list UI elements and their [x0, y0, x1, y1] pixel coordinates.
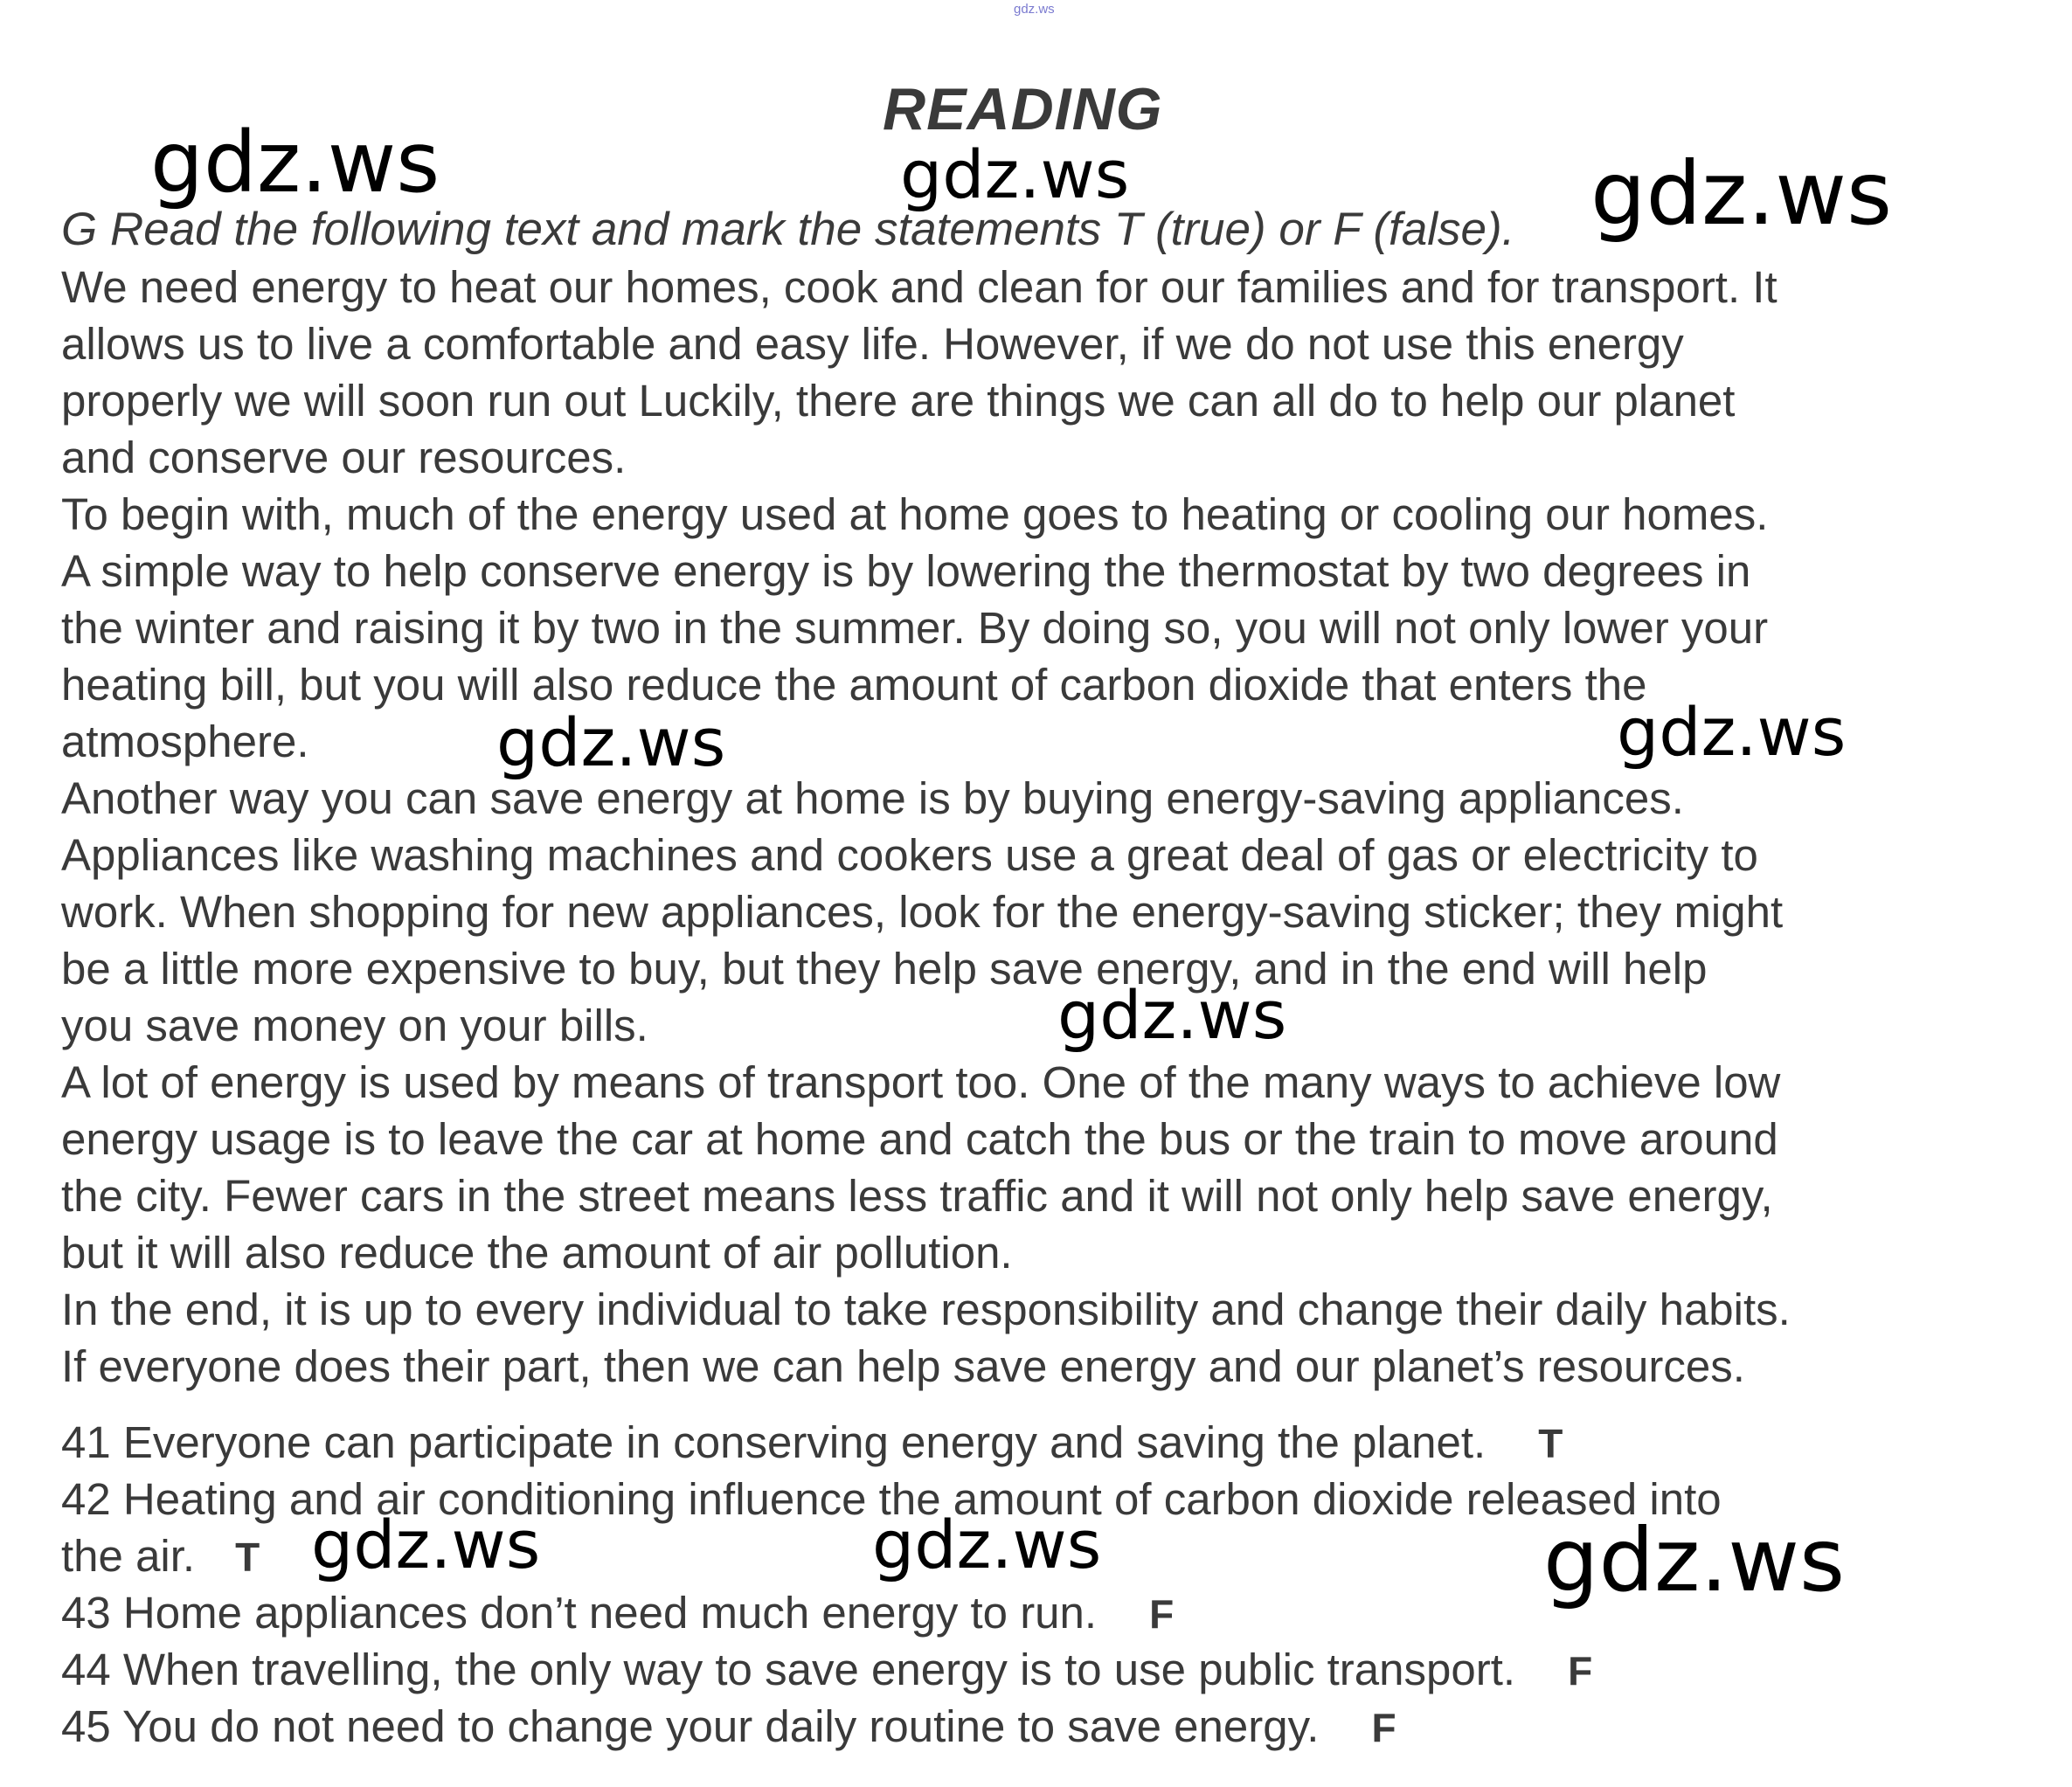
task-instruction: G Read the following text and mark the statements T (true) or F (false). [61, 204, 1515, 255]
text-line: properly we will soon run out Luckily, there are things we can all do to help our planet [61, 376, 1736, 426]
watermark: gdz.ws [150, 114, 440, 211]
reading-text [61, 259, 2027, 1395]
page-heading: READING [883, 76, 1163, 142]
text-line: A lot of energy is used by means of transport too. One of the many ways to achieve low [61, 1057, 1781, 1107]
statement-45 [61, 1698, 2027, 1755]
answer-mark: F [1371, 1705, 1396, 1750]
statement-text: 43 Home appliances don’t need much energy to run. [61, 1588, 1098, 1638]
statement-41 [61, 1414, 2027, 1471]
watermark: gdz.ws [872, 1506, 1102, 1583]
answer-mark: T [1538, 1421, 1563, 1466]
answer-mark: T [235, 1534, 260, 1580]
statement-text: 44 When travelling, the only way to save energy is to use public transport. [61, 1645, 1516, 1694]
text-line: atmosphere. [61, 717, 309, 766]
answer-mark: F [1568, 1648, 1593, 1693]
watermark: gdz.ws [1057, 976, 1287, 1054]
text-line: and conserve our resources. [61, 433, 627, 482]
text-line: If everyone does their part, then we can help save energy and our planet’s resources. [61, 1341, 1745, 1391]
statement-text: 45 You do not need to change your daily routine to save energy. [61, 1701, 1320, 1751]
text-line: work. When shopping for new appliances, look for the energy-saving sticker; they might [61, 887, 1784, 937]
text-line: In the end, it is up to every individual to take responsibility and change their daily habits. [61, 1285, 1791, 1334]
watermark: gdz.ws [900, 135, 1130, 213]
watermark: gdz.ws [1590, 142, 1893, 245]
text-line: energy usage is to leave the car at home and catch the bus or the train to move around [61, 1114, 1778, 1164]
text-line: We need energy to heat our homes, cook and clean for our families and for transport. It [61, 262, 1777, 312]
text-line: A simple way to help conserve energy is by lowering the thermostat by two degrees in [61, 546, 1751, 596]
text-line: allows us to live a comfortable and easy life. However, if we do not use this energy [61, 319, 1684, 369]
answer-mark: F [1149, 1591, 1175, 1637]
watermark: gdz.ws [1543, 1509, 1846, 1611]
text-line: the city. Fewer cars in the street means less traffic and it will not only help save energy, [61, 1171, 1773, 1221]
statement-text: 41 Everyone can participate in conserving energy and saving the planet. [61, 1417, 1486, 1467]
watermark: gdz.ws [1617, 693, 1847, 771]
text-line: you save money on your bills. [61, 1001, 648, 1050]
text-line: heating bill, but you will also reduce the amount of carbon dioxide that enters the [61, 660, 1647, 710]
watermark: gdz.ws [496, 703, 726, 781]
statement-44 [61, 1641, 2027, 1698]
watermark: gdz.ws [311, 1506, 541, 1583]
text-line: be a little more expensive to buy, but they help save energy, and in the end will help [61, 944, 1708, 994]
statement-text: the air. [61, 1531, 196, 1581]
text-line: Appliances like washing machines and cookers use a great deal of gas or electricity to [61, 830, 1758, 880]
text-line: Another way you can save energy at home is by buying energy-saving appliances. [61, 773, 1684, 823]
text-line: but it will also reduce the amount of air pollution. [61, 1228, 1013, 1278]
statement-text: 42 Heating and air conditioning influence the amount of carbon dioxide released into [61, 1474, 1722, 1524]
text-line: the winter and raising it by two in the summer. By doing so, you will not only lower your [61, 603, 1769, 653]
top-watermark-small: gdz.ws [1014, 2, 1055, 17]
text-line: To begin with, much of the energy used at home goes to heating or cooling our homes. [61, 489, 1769, 539]
